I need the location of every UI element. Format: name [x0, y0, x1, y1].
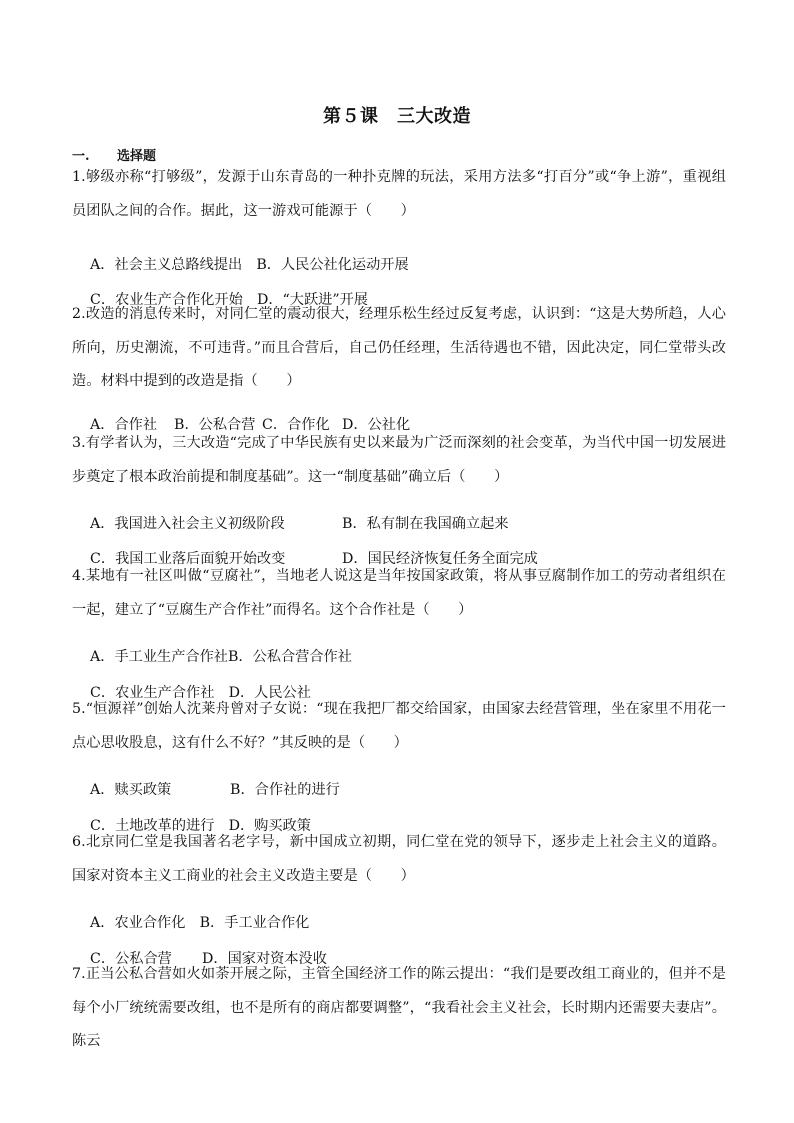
question-4-stem: 4.某地有一社区叫做“豆腐社”，当地老人说这是当年按国家政策，将从事豆腐制作加工的劳动者组织在一起，建立了“豆腐生产合作社”而得名。这个合作社是（ ） [72, 568, 726, 618]
question-1-option-d: D．“大跃进”开展 [256, 292, 368, 308]
question-6-option-d: D．国家对资本没收 [202, 951, 327, 967]
question-3-option-c: C．我国工业落后面貌开始改变 [90, 551, 286, 567]
question-2-stem: 2.改造的消息传来时，对同仁堂的震动很大，经理乐松生经过反复考虑，认识到：“这是大势所趋，人心所向，历史潮流，不可违背。”而且合营后，自己仍任经理，生活待遇也不错，因此决定，同仁堂带头改造。材料中提到的改造是指（ ） [72, 306, 726, 389]
question-5-option-a: A．赎买政策 [90, 782, 172, 798]
question-5-option-b: B．合作社的进行 [230, 782, 340, 798]
question-4-option-b: B．公私合营合作社 [227, 649, 352, 665]
question-4-option-a: A．手工业生产合作社 [90, 649, 228, 665]
question-3-option-b: B．私有制在我国确立起来 [342, 516, 509, 532]
page-title: 第５课 三大改造 [323, 106, 471, 127]
question-4-option-d: D．人民公社 [228, 685, 311, 701]
question-5-option-d: D．购买政策 [228, 818, 311, 834]
question-6-option-b: B．手工业合作化 [199, 915, 310, 931]
question-1-option-b: B．人民公社化运动开展 [256, 257, 409, 273]
question-3-stem: 3.有学者认为，三大改造“完成了中华民族有史以来最为广泛而深刻的社会变革，为当代中国一切发展进步奠定了根本政治前提和制度基础”。这一“制度基础”确立后（ ） [72, 435, 726, 485]
question-1-stem: 1.够级亦称“打够级”，发源于山东青岛的一种扑克牌的玩法，采用方法多“打百分”或“争上游”，重视组员团队之间的合作。据此，这一游戏可能源于（ ） [72, 169, 726, 219]
question-5-stem: 5.“恒源祥”创始人沈莱舟曾对子女说：“现在我把厂都交给国家，由国家去经营管理，坐在家里不用花一点心思收股息，这有什么不好？”其反映的是（ ） [72, 701, 726, 751]
question-2-option-a: A．合作社 [90, 417, 158, 433]
question-6-option-a: A．农业合作化 [90, 915, 186, 931]
question-3-option-d: D．国民经济恢复任务全面完成 [342, 551, 538, 567]
question-1-option-a: A．社会主义总路线提出 [90, 257, 243, 273]
question-1-option-c: C．农业生产合作化开始 [90, 292, 243, 308]
question-2-option-c: C．合作化 [262, 417, 330, 433]
question-2-option-d: D．公社化 [342, 417, 411, 433]
question-2-option-b: B．公私合营 [174, 417, 256, 433]
question-5-option-c: C．土地改革的进行 [90, 818, 215, 834]
section-number: 一. [72, 149, 90, 164]
section-label: 选择题 [117, 149, 157, 164]
question-4-option-c: C．农业生产合作社 [90, 685, 215, 701]
question-7-stem: 7.正当公私合营如火如荼开展之际，主管全国经济工作的陈云提出：“我们是要改组工商业的，但并不是每个小厂统统需要改组，也不是所有的商店都要调整”，“我看社会主义社会，长时期内还需要夫妻店”。陈云 [72, 966, 726, 1049]
question-6-stem: 6.北京同仁堂是我国著名老字号，新中国成立初期，同仁堂在党的领导下，逐步走上社会主义的道路。国家对资本主义工商业的社会主义改造主要是（ ） [72, 834, 726, 884]
question-3-option-a: A．我国进入社会主义初级阶段 [90, 516, 285, 532]
question-6-option-c: C．公私合营 [90, 951, 172, 967]
